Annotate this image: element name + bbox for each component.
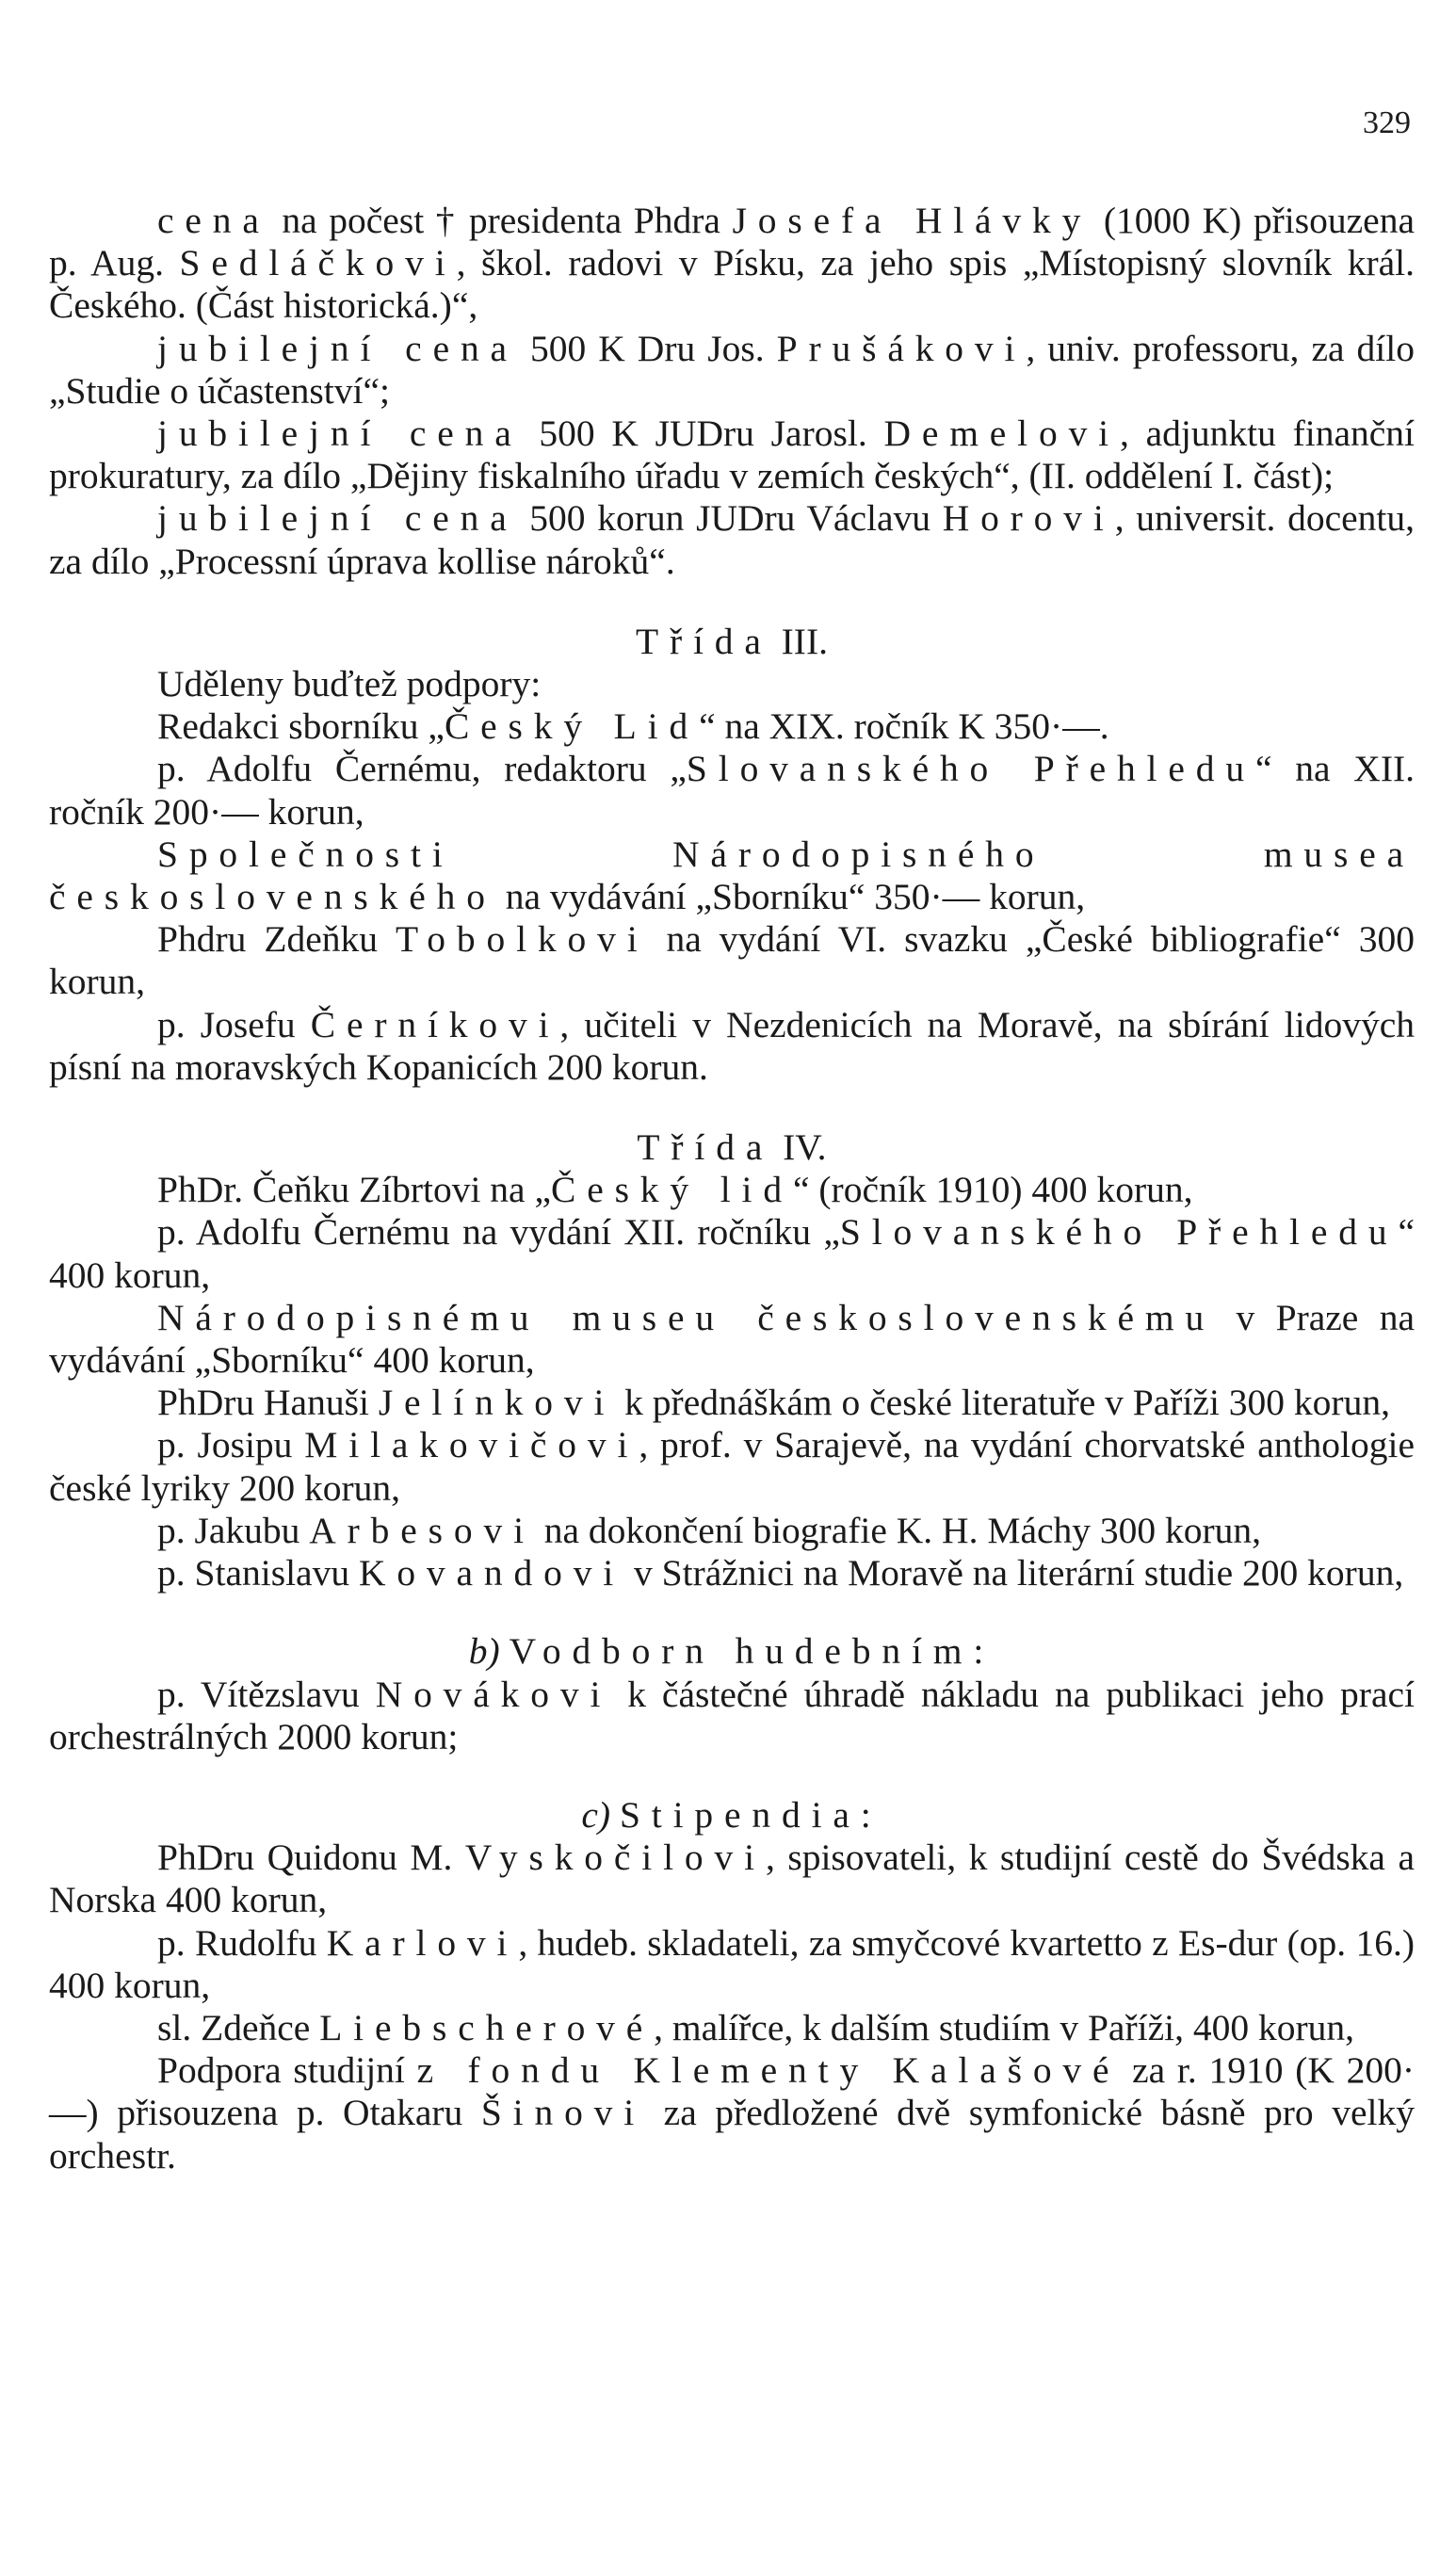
subsection-label: b) xyxy=(468,1630,500,1673)
text-run: , učiteli v Nezdenicích na Moravě, na sbírání lidových písní na moravských Kopanicích 200 korun. xyxy=(49,1003,1415,1088)
heading-number: IV. xyxy=(783,1126,827,1169)
spaced-name: Jelínkovi xyxy=(378,1382,616,1424)
spaced-name: Liebscherové xyxy=(319,2006,655,2048)
text-run: Podpora studijní xyxy=(157,2049,417,2092)
text-run: , univ. professoru, za dílo „Studie o účastenství“; xyxy=(49,327,1415,412)
text-run: p. Vítězslavu xyxy=(157,1673,376,1715)
text-run: za předložené dvě symfonické básně pro velký orchestr. xyxy=(49,2092,1415,2177)
spaced-name: Šinovi xyxy=(480,2092,646,2134)
text-run: 500 K JUDru Jarosl. xyxy=(522,413,884,455)
spaced-term: jubilejní cena xyxy=(157,413,523,455)
text-run: Redakci sborníku „ xyxy=(157,705,445,748)
grant-paragraph xyxy=(49,1211,1415,1296)
spaced-name: Kovandovi xyxy=(358,1552,625,1594)
spaced-name: Arbesovi xyxy=(309,1509,535,1551)
text-run: “ na XIX. ročník K 350·—. xyxy=(699,705,1109,748)
text-run: “ na XII. ročník 200·— korun, xyxy=(49,748,1415,833)
spaced-name: Slovanského Přehledu xyxy=(839,1211,1399,1254)
text-run: “ (ročník 1910) 400 korun, xyxy=(792,1169,1193,1211)
grant-paragraph xyxy=(49,748,1415,833)
spaced-name: Černíkovi xyxy=(310,1003,560,1045)
grant-paragraph xyxy=(49,1837,1415,1921)
spaced-name: Horovi xyxy=(942,497,1115,540)
award-paragraph xyxy=(49,497,1415,582)
text-run: p. Josefu xyxy=(157,1003,311,1045)
spaced-name: Prušákovi xyxy=(776,327,1027,369)
text-run: , škol. radovi v Písku, za jeho spis „Místopisný slovník král. Českého. (Část historická.)“, xyxy=(49,242,1415,327)
award-paragraph xyxy=(49,413,1415,497)
intro-line: Uděleny buďtež podpory: xyxy=(157,663,542,705)
text-run: na vydávání „Sborníku“ 350·— korun, xyxy=(495,876,1086,918)
spaced-name: Novákovi xyxy=(375,1673,612,1715)
text-run: PhDr. Čeňku Zíbrtovi na „ xyxy=(157,1169,551,1211)
spaced-name: Sedláčkovi xyxy=(179,242,457,284)
spaced-name: Karlovi xyxy=(326,1921,519,1964)
text-run: , prof. v Sarajevě, na vydání chorvatské anthologie české lyriky 200 korun, xyxy=(49,1424,1416,1509)
text-run: PhDru Hanuši xyxy=(157,1382,379,1424)
text-run: na dokončení biografie K. H. Máchy 300 korun, xyxy=(534,1509,1262,1551)
heading-word: Třída xyxy=(635,620,772,662)
text-run: p. Rudolfu xyxy=(157,1921,327,1964)
section-heading-stipendia xyxy=(49,1794,1415,1837)
grant-paragraph xyxy=(49,918,1415,1003)
section-heading-odbor-hudebni xyxy=(49,1630,1415,1673)
text-run: p. Josipu xyxy=(157,1424,305,1466)
spaced-term: jubilejní cena xyxy=(157,327,518,369)
spaced-name: z fondu Klementy Kalašové xyxy=(416,2049,1121,2092)
text-run: 500 korun JUDru Václavu xyxy=(517,497,943,540)
grant-paragraph xyxy=(49,2007,1415,2049)
grant-paragraph xyxy=(49,1510,1415,1552)
grant-paragraph xyxy=(49,705,1415,748)
spaced-term: cena xyxy=(157,200,270,241)
spaced-name: Český lid xyxy=(551,1169,793,1211)
text-run: k částečné úhradě nákladu na publikaci jeho prací orchestrálných 2000 korun; xyxy=(49,1673,1416,1757)
spaced-name: Josefa Hlávky xyxy=(732,200,1092,241)
document-body xyxy=(49,200,1415,2177)
text-run: v Praze na vydávání „Sborníku“ 400 korun, xyxy=(49,1296,1416,1382)
grant-paragraph xyxy=(49,1922,1415,2007)
text-run: , spisovateli, k studijní cestě do Švédska a Norska 400 korun, xyxy=(49,1837,1415,1921)
award-paragraph xyxy=(49,328,1415,413)
spaced-name: Demelovi xyxy=(883,413,1121,455)
text-run: , adjunktu finanční prokuratury, za dílo „Dějiny fiskalního úřadu v zemích českých“, (II. oddělení I. část); xyxy=(49,413,1415,497)
text-run: za r. 1910 (K 200·—) přisouzena p. Otakaru xyxy=(49,2049,1415,2134)
section-heading-trida-iii xyxy=(49,621,1415,663)
grant-paragraph xyxy=(49,833,1415,918)
text-run: sl. Zdeňce xyxy=(157,2006,320,2048)
heading-number: III. xyxy=(781,620,828,662)
text-run: p. Stanislavu xyxy=(157,1552,359,1594)
award-paragraph xyxy=(49,200,1415,328)
heading-text: Vodborn hudebním: xyxy=(509,1630,995,1673)
spaced-name: Národopisnému museu československému xyxy=(157,1296,1216,1338)
text-run: k přednáškám o české literatuře v Paříži 300 korun, xyxy=(615,1382,1390,1424)
text-run: , malířce, k dalším studiím v Paříži, 400 korun, xyxy=(654,2006,1354,2048)
grant-paragraph xyxy=(49,1424,1415,1509)
spaced-name: Tobolkovi xyxy=(396,918,649,961)
grant-paragraph xyxy=(49,1169,1415,1211)
text-run: “ 400 korun, xyxy=(49,1211,1416,1296)
text-run: v Strážnici na Moravě na literární studie 200 korun, xyxy=(624,1552,1404,1594)
text-run: , hudeb. skladateli, za smyčcové kvartetto z Es-dur (op. 16.) 400 korun, xyxy=(49,1921,1415,2006)
spaced-name: Společnosti Národopisného musea československého xyxy=(49,833,1415,918)
text-run: na vydání VI. svazku „České bibliografie“ 300 korun, xyxy=(49,918,1415,1003)
grant-paragraph xyxy=(49,1382,1415,1424)
text-run: (1000 K) přisouzena p. Aug. xyxy=(49,200,1415,284)
grant-paragraph xyxy=(49,2049,1415,2177)
text-run: Phdru Zdeňku xyxy=(157,918,396,961)
grant-paragraph xyxy=(49,1674,1415,1758)
text-run: , universit. docentu, za dílo „Processní úprava kollise nároků“. xyxy=(49,497,1415,582)
grant-paragraph xyxy=(49,1004,1415,1089)
spaced-name: Slovanského Přehledu xyxy=(686,748,1255,790)
text-run: p. Adolfu Černému na vydání XII. ročníku „ xyxy=(157,1211,840,1254)
page-number: 329 xyxy=(1363,105,1411,140)
spaced-term: jubilejní cena xyxy=(157,497,518,540)
heading-text: Stipendia: xyxy=(619,1793,882,1836)
spaced-name: Vyskočilovi xyxy=(464,1837,766,1879)
grant-paragraph xyxy=(49,1297,1415,1382)
spaced-name: Milakovičovi xyxy=(304,1424,639,1466)
text-run: p. Jakubu xyxy=(157,1509,310,1551)
grant-paragraph xyxy=(49,1552,1415,1594)
text-run: na počest † presidenta Phdra xyxy=(269,200,733,241)
text-run: p. Adolfu Černému, redaktoru „ xyxy=(157,748,687,790)
heading-word: Třída xyxy=(637,1126,774,1169)
text-run: PhDru Quidonu M. xyxy=(157,1837,465,1879)
text-run: 500 K Dru Jos. xyxy=(517,327,777,369)
spaced-name: Český Lid xyxy=(444,705,700,748)
section-heading-trida-iv xyxy=(49,1126,1415,1169)
subsection-label: c) xyxy=(581,1793,611,1836)
